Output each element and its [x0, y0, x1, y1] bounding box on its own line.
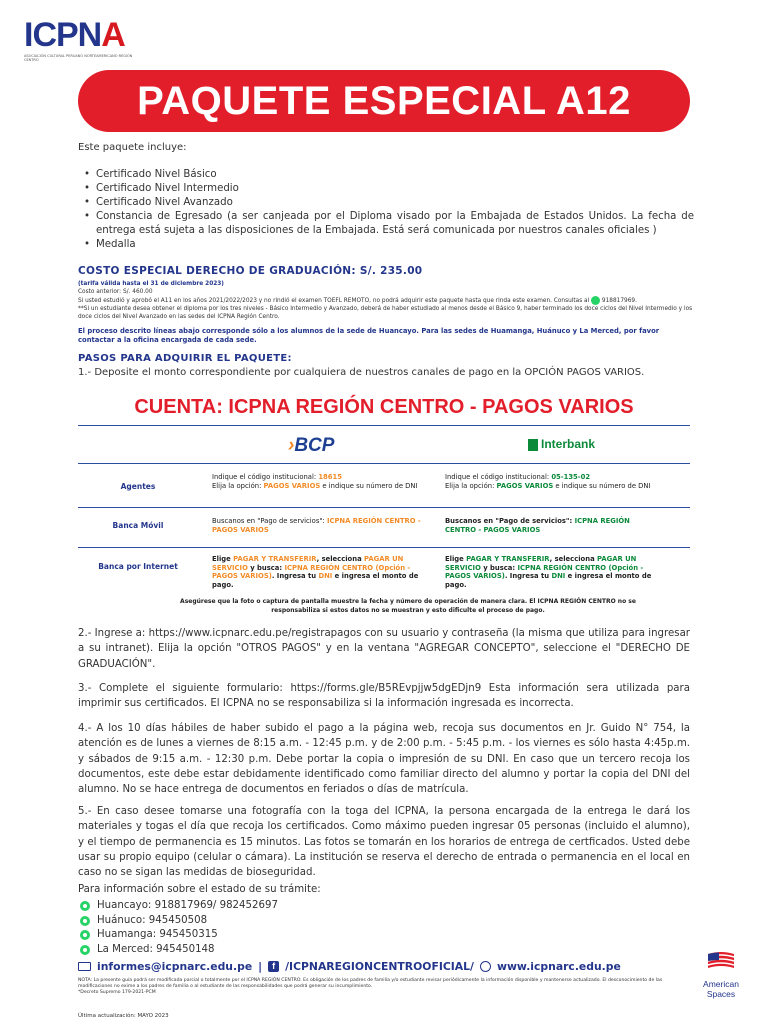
contact-item[interactable] [80, 943, 278, 958]
contact-item[interactable] [80, 899, 278, 914]
bcp-agentes [212, 473, 427, 490]
highlight: ICPNA REGIÓN CENTRO (Opción - PAGOS VARIOS) [445, 563, 644, 580]
divider [78, 425, 690, 426]
partner-line-1: American [703, 979, 739, 989]
divider: | [258, 960, 263, 973]
text: e ingresa el monto de pago. [212, 572, 419, 589]
contact-text: Huánuco: 945450508 [97, 914, 208, 926]
logo-main: ICPN [24, 16, 102, 54]
package-items [84, 168, 694, 252]
list-item: • Certificado Nivel Intermedio [84, 182, 694, 196]
text: , selecciona [549, 555, 598, 563]
toefl-note [78, 296, 698, 305]
text: , selecciona [316, 555, 365, 563]
last-updated: Última actualización: MAYO 2023 [78, 1013, 169, 1019]
highlight: PAGAR UN SERVICIO [212, 555, 404, 572]
highlight: ICPNA REGIÓN CENTRO - PAGOS VARIOS [445, 517, 630, 534]
highlight: PAGAR UN SERVICIO [445, 555, 637, 572]
step-5: 5.- En caso desee tomarse una fotografía con la toga del ICPNA, la persona encargada de la entrega le dará los materiales y togas el día que recoja los certificados. Como máximo pueden ingresar 05 personas (incluido el alumno), y el tiempo de permanencia es 15 minutos. Las fotos se tomarán en los horarios de entrega de certficados. Usted debe usar su propio equipo (celular o cámara). La institución se reserva el derecho de entrada o permanencia en el local en caso no se sigan las medidas de bioseguridad. [78, 806, 690, 879]
bcp-movil [212, 517, 427, 534]
highlight: DNI [551, 572, 566, 580]
bcp-logo: ›BCP [288, 435, 335, 456]
option: PAGOS VARIOS [496, 481, 554, 490]
highlight: PAGAR Y TRANSFERIR [233, 555, 317, 563]
cost-title: COSTO ESPECIAL DERECHO DE GRADUACIÓN: S/. 235.00 [78, 265, 423, 277]
ib-agentes [445, 473, 660, 490]
divider [78, 507, 690, 508]
american-spaces-logo [696, 950, 746, 999]
text: e indique su número de DNI [553, 481, 651, 490]
highlight: DNI [318, 572, 333, 580]
list-item: • Certificado Nivel Básico [84, 168, 694, 182]
huancayo-note: El proceso descrito líneas abajo corresponde sólo a los alumnos de la sede de Huancayo. Para las sedes de Huamanga, Huánuco y La Merced, por favor contactar a la oficina encargada de cada sede. [78, 327, 660, 344]
divider [78, 463, 690, 464]
legal-note [78, 978, 698, 996]
text: e indique su número de DNI [320, 481, 418, 490]
bcp-name: BCP [294, 435, 335, 456]
interbank-icon [528, 439, 538, 451]
list-item: • Medalla [84, 238, 694, 252]
whatsapp-icon [80, 901, 90, 911]
row-label-banca-movil: Banca Móvil [112, 521, 164, 530]
mail-icon [78, 962, 91, 971]
list-item: • Certificado Nivel Avanzado [84, 196, 694, 210]
title-banner [78, 70, 690, 132]
whatsapp-icon [591, 296, 600, 305]
row-label-agentes: Agentes [120, 482, 156, 491]
text: . Ingresa tu [271, 572, 319, 580]
icpna-logo [24, 18, 144, 64]
flag-icon [706, 950, 736, 972]
interbank-name: Interbank [541, 437, 596, 451]
text: Indique el código institucional: [212, 473, 319, 481]
bank-table [78, 425, 690, 615]
email-link[interactable]: informes@icpnarc.edu.pe [97, 960, 253, 973]
text: Buscanos en "Pago de servicios": [445, 517, 575, 525]
bcp-internet [212, 555, 427, 589]
text: Elige [212, 555, 234, 563]
steps-title: PASOS PARA ADQUIRIR EL PAQUETE: [78, 353, 292, 364]
list-item: • Constancia de Egresado (a ser canjeada por el Diploma visado por la Embajada de Estados Unidos. La fecha de entrega está sujeta a las disposiciones de la Embajada. Está será comunicada por nuestros canales oficiales ) [84, 210, 694, 238]
contact-text: Huamanga: 945450315 [97, 929, 218, 940]
text: y busca: [247, 563, 285, 572]
contact-text: La Merced: 945450148 [97, 943, 215, 955]
contact-title: Para información sobre el estado de su trámite: [78, 884, 321, 895]
footer-links [78, 960, 621, 973]
interbank-logo [528, 437, 595, 451]
logo-accent: A [101, 16, 125, 54]
text: Elija la opción: [212, 481, 264, 490]
option: PAGOS VARIOS [263, 481, 321, 490]
text: Elija la opción: [445, 481, 497, 490]
divider [78, 547, 690, 548]
highlight: ICPNA REGIÓN CENTRO - PAGOS VARIOS [212, 517, 421, 534]
text: Indique el código institucional: [445, 473, 552, 481]
contact-item[interactable] [80, 928, 278, 943]
decree-text: *Decreto Supremo 179-2021-PCM [78, 990, 156, 995]
step-3: 3.- Complete el siguiente formulario: https://forms.gle/B5REvpjjw5dgEDjn9 Esta información sera utilizada para imprimir sus certificados. El ICPNA no se responsabiliza si la información ingresada es incorrecta. [78, 683, 690, 710]
ib-internet [445, 555, 660, 589]
text: . Ingresa tu [504, 572, 552, 580]
table-note: Asegúrese que la foto o captura de pantalla muestre la fecha y número de operación de manera clara. El ICPNA REGIÓN CENTRO no se responsabiliza si estos datos no se muestran y esto dificulte el proceso de pago. [180, 598, 636, 614]
contact-item[interactable] [80, 914, 278, 929]
facebook-link[interactable]: /ICPNAREGIONCENTROOFICIAL/ [285, 960, 474, 973]
contact-text: Huancayo: 918817969/ 982452697 [97, 900, 278, 911]
highlight: PAGAR Y TRANSFERIR [466, 555, 550, 563]
bcp-code: 18615 [318, 473, 342, 481]
previous-cost: Costo anterior: S/. 460.00 [78, 289, 153, 295]
whatsapp-icon [80, 945, 90, 955]
diploma-note: **Si un estudiante desea obtener el diploma por los tres niveles - Básico Intermedio y Avanzado, deberá de haber estudiado al menos desde el Básico 9, haber terminado los doce ciclos del Nivel Intermedio y los doce ciclos del Nivel Avanzado en las sedes del ICPNA Región Centro. [78, 306, 693, 320]
text: e ingresa el monto de pago. [445, 572, 652, 589]
globe-icon [480, 961, 491, 972]
intro-text: Este paquete incluye: [78, 142, 187, 153]
step-4: 4.- A los 10 días hábiles de haber subido el pago a la página web, recoja sus documentos en Jr. Guido N° 754, la atención es de lunes a viernes de 8:15 a.m. - 12:45 p.m. y de 2:00 p.m. - 5:45 p.m. - los viernes es sólo hasta 4:45p.m. y sábados de 9:15 a.m. - 12:30 p.m. Debe portar la copia o impresión de su DNI. En caso que un tercero recoja los documentos, este debe estar debidamente identificado como familiar directo del alumno y portar la copia del DNI del alumno. No se hace entrega de documentos en feriados o días de matrícula. [78, 723, 690, 796]
step-1: 1.- Deposite el monto correspondiente por cualquiera de nuestros canales de pago en la OPCIÓN PAGOS VARIOS. [78, 367, 645, 378]
toefl-note-text: Si usted estudió y aprobó el A11 en los años 2021/2022/2023 y no rindió el examen TOEFL REMOTO, no podrá adquirir este paquete hasta que rinda este examen. Consultas al [78, 298, 590, 304]
facebook-icon: f [268, 961, 279, 972]
cost-validity [78, 280, 698, 288]
website-link[interactable]: www.icpnarc.edu.pe [496, 960, 621, 973]
ib-code: 05-135-02 [551, 473, 591, 481]
account-title: CUENTA: ICPNA REGIÓN CENTRO - PAGOS VARIOS [134, 396, 634, 418]
row-label-banca-internet: Banca por Internet [98, 562, 178, 571]
whatsapp-icon [80, 930, 90, 940]
logo-subtitle: ASOCIACIÓN CULTURAL PERUANO NORTEAMERICANO REGIÓN CENTRO [24, 54, 133, 62]
step-2: 2.- Ingrese a: https://www.icpnarc.edu.pe/registrapagos con su usuario y contraseña (la misma que utiliza para ingresar a su intranet). Elija la opción "OTROS PAGOS" y en la ventana "AGREGAR CONCEPTO", seleccione el "DERECHO DE GRADUACIÓN". [78, 628, 690, 670]
highlight: ICPNA REGIÓN CENTRO (Opción - PAGOS VARIOS) [212, 563, 411, 580]
contact-list [80, 899, 278, 957]
toefl-phone[interactable]: 918817969. [601, 298, 637, 304]
text: Buscanos en "Pago de servicios": [212, 517, 327, 525]
whatsapp-icon [80, 916, 90, 926]
text: Elige [445, 555, 467, 563]
page-title: PAQUETE ESPECIAL A12 [137, 78, 631, 123]
text: y busca: [480, 563, 518, 572]
ib-movil [445, 517, 660, 534]
validity-text: (tarifa válida hasta el 31 de diciembre 2023) [78, 281, 224, 287]
partner-line-2: Spaces [706, 989, 736, 999]
legal-text: NOTA: La presente guía podrá ser modificada parcial o totalmente por el ICPNA REGIÓN CENTRO. Es obligación de los padres de familia y/o estudiante revisar periódicamente la información disponible y mantenerse actualizado. El desconocimiento de las modificaciones no exime a los padres de familia o al estudiante de las responsabilidades que podrá generar su incumplimiento. [78, 978, 663, 989]
